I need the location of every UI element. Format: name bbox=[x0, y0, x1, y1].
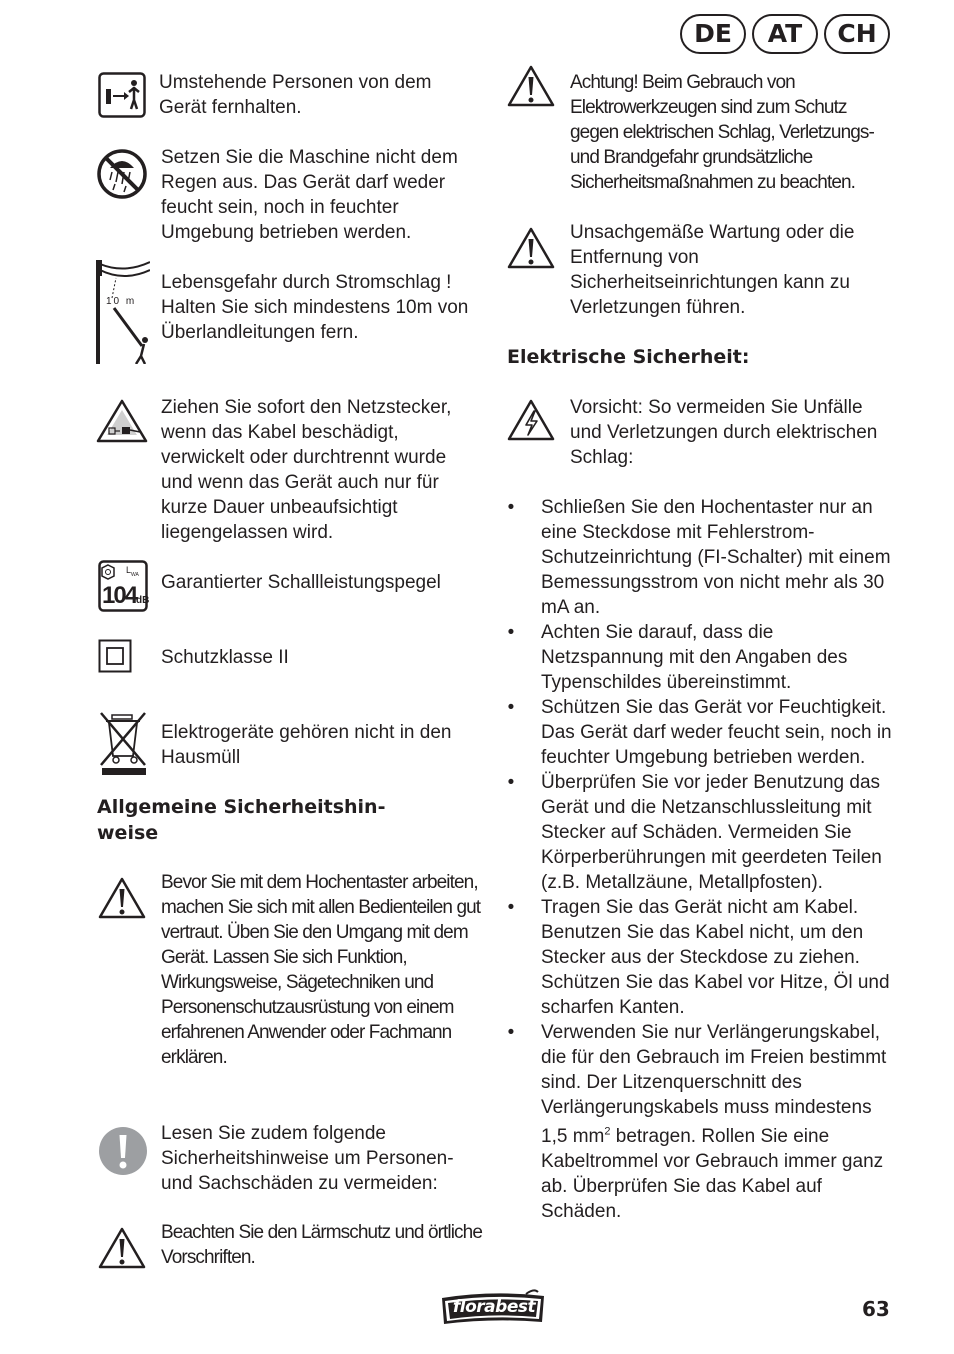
familiarize-note-text: Bevor Sie mit dem Hochentaster arbeiten, machen Sie sich mit allen Bedienteilen gut vertraut. Üben Sie den Umgang mit dem Gerät. Lassen Sie sich Funktion, Wirkungsweise, Sägetechniken und Personenschutzausrüstung von einem erfahrenen Anwender oder Fachmann erklären. bbox=[161, 872, 481, 1068]
list-item bbox=[507, 1020, 892, 1224]
list-item-text: Tragen Sie das Gerät nicht am Kabel. Benutzen Sie das Kabel nicht, um den Stecker aus der Steckdose zu ziehen. Schützen Sie das Kabel vor Hitze, Öl und scharfen Kanten. bbox=[541, 897, 890, 1018]
protection-class-icon bbox=[98, 639, 132, 673]
list-item-text: Schließen Sie den Hochentaster nur an eine Steckdose mit Fehlerstrom-Schutzeinrichtung (FI-Schalter) mit einem Bemessungsstrom von nicht mehr als 30 mA an. bbox=[541, 497, 891, 618]
power-line-text: Lebensgefahr durch Stromschlag ! Halten Sie sich mindestens 10m von Überlandleitungen fern. bbox=[161, 272, 469, 343]
list-item bbox=[507, 895, 892, 1020]
bullet: • bbox=[507, 897, 515, 918]
unplug-warning-icon bbox=[96, 398, 148, 444]
electric-shock-icon bbox=[507, 398, 555, 442]
bystanders-text: Umstehende Personen von dem Gerät fernhalten. bbox=[159, 72, 432, 118]
general-warning-text: Achtung! Beim Gebrauch von Elektrowerkzeugen sind zum Schutz gegen elektrischen Schlag, Verletzungs- und Brandgefahr grundsätzliche Sicherheitsmaßnahmen zu beachten. bbox=[570, 72, 874, 193]
info-exclamation-icon bbox=[98, 1126, 148, 1176]
list-item-text: Überprüfen Sie vor jeder Benutzung das Gerät und die Netzanschlussleitung mit Stecker auf Schäden. Vermeiden Sie Körperberührungen mit geerdeten Teilen (z.B. Metallzäune, Metallpfosten). bbox=[541, 772, 882, 893]
unplug-warning-text: Ziehen Sie sofort den Netzstecker, wenn das Kabel beschädigt, verwickelt oder durchtrennt wurde und wenn das Gerät auch nur für kurze Dauer unbeaufsichtigt liegengelassen wird. bbox=[161, 397, 452, 543]
sound-level-text: Garantierter Schallleistungspegel bbox=[161, 572, 441, 593]
brand-logo bbox=[438, 1288, 548, 1326]
list-item bbox=[507, 495, 892, 620]
general-safety-heading-line1: Allgemeine Sicherheitshin- bbox=[97, 796, 386, 818]
bullet: • bbox=[507, 697, 515, 718]
bystanders-icon bbox=[98, 72, 146, 118]
language-badge-ch: CH bbox=[824, 14, 890, 54]
list-item-text: Verwenden Sie nur Verlängerungskabel, die für den Gebrauch im Freien bestimmt sind. Der Litzenquerschnitt des Verlängerungskabels muss mindestens 1,5 $mm^2$ betragen. Rollen Sie eine Kabeltrommel vor Gebrauch immer ganz ab. Überprüfen Sie das Kabel auf Schäden. bbox=[541, 1022, 887, 1223]
warning-icon bbox=[507, 226, 555, 270]
power-line-distance-label: 10 m bbox=[106, 296, 137, 307]
list-item bbox=[507, 770, 892, 895]
protection-class-text: Schutzklasse II bbox=[161, 647, 289, 668]
no-rain-text: Setzen Sie die Maschine nicht dem Regen aus. Das Gerät darf weder feucht sein, noch in feuchter Umgebung betrieben werden. bbox=[161, 147, 458, 243]
noise-protection-text: Beachten Sie den Lärmschutz und örtliche Vorschriften. bbox=[161, 1222, 482, 1268]
weee-bin-icon bbox=[98, 710, 150, 778]
list-item bbox=[507, 695, 892, 770]
warning-icon bbox=[98, 1226, 146, 1270]
sound-level-lwa-label: $L_{WA}$ bbox=[126, 565, 139, 578]
bullet: • bbox=[507, 1022, 515, 1043]
list-item-text: Achten Sie darauf, dass die Netzspannung mit den Angaben des Typenschildes übereinstimmt. bbox=[541, 622, 848, 693]
no-rain-icon bbox=[96, 148, 148, 200]
sound-level-icon bbox=[98, 560, 148, 612]
list-item-text: Schützen Sie das Gerät vor Feuchtigkeit. Das Gerät darf weder feucht sein, noch in feuchter Umgebung betrieben werden. bbox=[541, 697, 892, 768]
power-line-icon bbox=[96, 256, 150, 364]
bullet: • bbox=[507, 622, 515, 643]
bullet: • bbox=[507, 772, 515, 793]
read-instructions-text: Lesen Sie zudem folgende Sicherheitshinweise um Personen- und Sachschäden zu vermeiden: bbox=[161, 1123, 454, 1194]
language-badge-at: AT bbox=[752, 14, 818, 54]
warning-icon bbox=[98, 876, 146, 920]
sound-level-value: 104dB bbox=[102, 582, 150, 609]
electric-safety-list bbox=[507, 495, 892, 1224]
electric-safety-heading: Elektrische Sicherheit: bbox=[507, 346, 750, 368]
brand-logo-text: florabest bbox=[452, 1297, 536, 1317]
electric-shock-text: Vorsicht: So vermeiden Sie Unfälle und Verletzungen durch elektrischen Schlag: bbox=[570, 397, 878, 468]
list-item bbox=[507, 620, 892, 695]
general-safety-heading bbox=[97, 794, 477, 846]
page-number: 63 bbox=[862, 1297, 890, 1321]
warning-icon bbox=[507, 64, 555, 108]
maintenance-warning-text: Unsachgemäße Wartung oder die Entfernung von Sicherheitseinrichtungen kann zu Verletzungen führen. bbox=[570, 222, 855, 318]
language-badge-de: DE bbox=[680, 14, 746, 54]
bullet: • bbox=[507, 497, 515, 518]
general-safety-heading-line2: weise bbox=[97, 822, 159, 844]
weee-bin-text: Elektrogeräte gehören nicht in den Hausmüll bbox=[161, 722, 452, 768]
